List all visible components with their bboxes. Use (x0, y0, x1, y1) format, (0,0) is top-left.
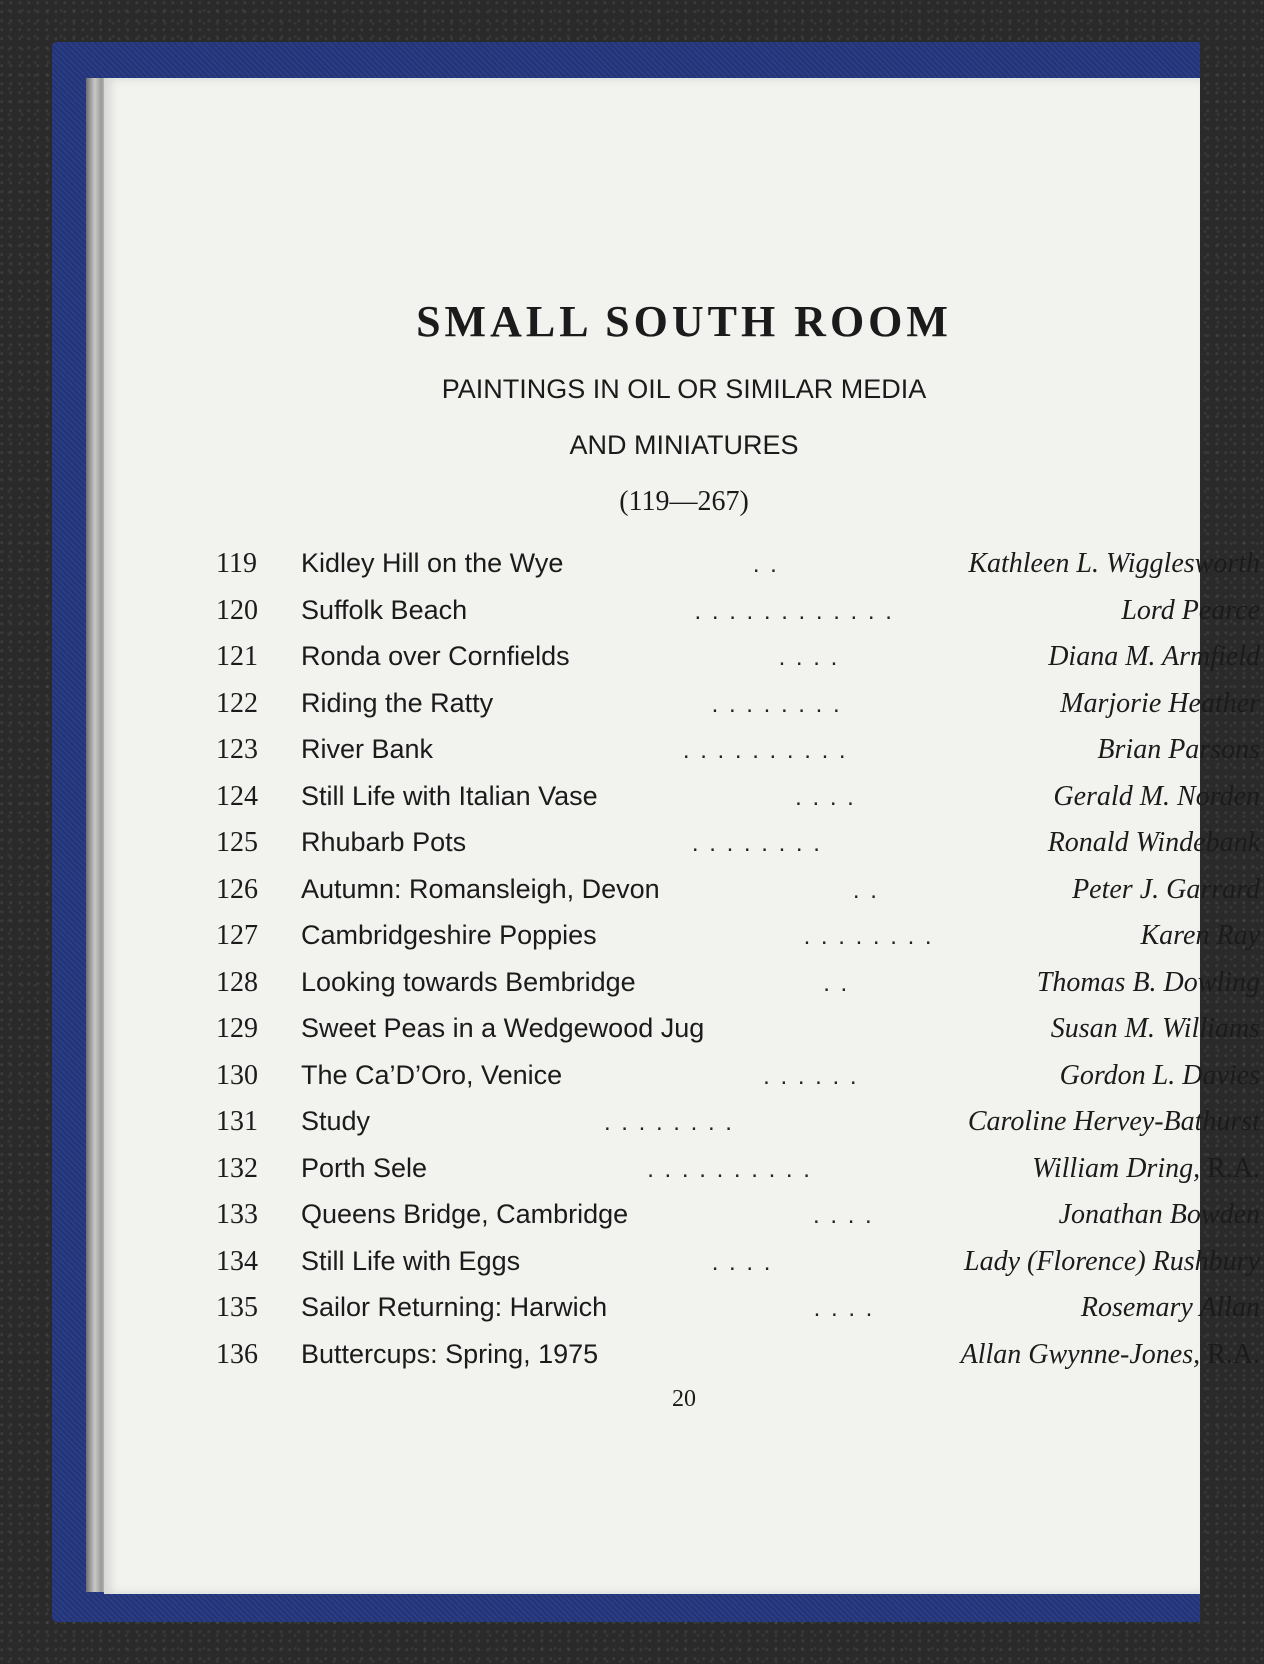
page-number: 20 (672, 1386, 696, 1412)
entry-number: 127 (216, 920, 258, 951)
entry-number: 123 (216, 734, 258, 765)
entry-title: Still Life with Eggs (301, 1245, 521, 1276)
dot-leader: . . . . . . . . . . (682, 737, 848, 764)
entry-number: 134 (216, 1245, 258, 1277)
entry-number: 125 (216, 827, 258, 858)
artist-name: Lady (Florence) Rushbury (964, 1245, 1260, 1277)
catalogue-entry (216, 920, 1260, 967)
artist-name: Kathleen L. Wigglesworth (968, 548, 1260, 579)
entry-artist (1037, 967, 1260, 999)
catalogue-entry (216, 1106, 1260, 1153)
artist-name: Gordon L. Davies (1059, 1059, 1260, 1091)
artist-honours: R.A. (1207, 1338, 1260, 1370)
artist-name: Marjorie Heather (1060, 687, 1260, 719)
entry-title: Sailor Returning: Harwich (301, 1292, 608, 1322)
entry-artist (961, 1339, 1260, 1371)
entry-title: Suffolk Beach (301, 594, 468, 625)
dot-leader: . . . . (795, 783, 856, 811)
entry-number: 131 (216, 1106, 258, 1137)
catalogue-entry (216, 548, 1260, 595)
entry-number: 120 (216, 594, 258, 626)
artist-name: Caroline Hervey-Bathurst (967, 1106, 1260, 1137)
entry-number: 132 (216, 1152, 258, 1184)
entry-title: Ronda over Cornfields (301, 641, 570, 671)
entry-artist (1048, 827, 1260, 859)
catalogue-entry (216, 1013, 1260, 1060)
entry-number: 122 (216, 687, 258, 719)
catalogue-entry (216, 874, 1260, 921)
artist-name: Peter J. Garrard (1072, 873, 1260, 905)
artist-name: Lord Pearce (1121, 594, 1260, 626)
dot-leader: . . (852, 876, 879, 904)
entry-title: River Bank (301, 734, 434, 764)
artist-name: Rosemary Allan (1080, 1292, 1260, 1323)
catalogue-entry (216, 1339, 1260, 1386)
artist-name: Ronald Windebank (1047, 827, 1260, 858)
catalogue-entry (216, 967, 1260, 1014)
catalogue-page (104, 78, 1260, 1594)
catalogue-entry (216, 688, 1260, 735)
entry-artist (1032, 1153, 1260, 1185)
catalogue-entry (216, 641, 1260, 688)
catalogue-entry (216, 781, 1260, 828)
catalogue-entry (216, 1292, 1260, 1339)
artist-name: Diana M. Armfield (1048, 641, 1260, 672)
artist-name: Gerald M. Norden (1053, 780, 1260, 812)
entry-title: Cambridgeshire Poppies (301, 920, 597, 950)
entry-number: 135 (216, 1292, 258, 1323)
entry-artist (968, 1106, 1260, 1138)
entry-title: Queens Bridge, Cambridge (301, 1199, 629, 1229)
entry-number: 136 (216, 1338, 258, 1370)
dot-leader: . . . . . . . . (603, 1109, 734, 1136)
catalogue-list (216, 548, 1260, 1385)
dot-leader: . . . . (711, 1248, 773, 1276)
entry-artist (1060, 1060, 1260, 1092)
dot-leader: . . . . . . . . (711, 690, 842, 718)
artist-name: Brian Parsons (1097, 734, 1260, 765)
entry-title: Porth Sele (301, 1152, 428, 1183)
entry-artist (1141, 920, 1261, 952)
dot-leader: . . . . . . (763, 1062, 859, 1090)
artist-name: Thomas B. Dowling (1036, 966, 1260, 998)
dot-leader: . . . . . . . . (691, 830, 822, 857)
entry-title: Sweet Peas in a Wedgewood Jug (301, 1013, 705, 1043)
entry-title: Still Life with Italian Vase (301, 780, 598, 811)
entry-artist (1051, 1013, 1260, 1045)
catalogue-entry (216, 1153, 1260, 1200)
artist-name: Allan Gwynne-Jones, (960, 1338, 1201, 1370)
artist-name: William Dring, (1032, 1152, 1201, 1184)
catalogue-entry (216, 734, 1260, 781)
entry-number: 126 (216, 873, 258, 905)
entry-number: 133 (216, 1199, 258, 1230)
entry-artist (964, 1246, 1260, 1278)
entry-title: Rhubarb Pots (301, 827, 467, 857)
entry-number: 121 (216, 641, 258, 672)
dot-leader: . . . . . . . . . . . . (694, 597, 894, 625)
dot-leader: . . . . . . . . (803, 923, 934, 950)
dot-leader: . . (752, 551, 779, 578)
entry-number: 119 (216, 548, 257, 579)
dot-leader: . . . . . . . . . . (647, 1155, 812, 1183)
dot-leader: . . . . (813, 1202, 874, 1229)
entry-title: Study (301, 1106, 371, 1136)
artist-name: Karen Ray (1140, 920, 1260, 951)
catalogue-entry (216, 1199, 1260, 1246)
artist-honours: R.A. (1207, 1152, 1260, 1184)
subtitle-line-2: AND MINIATURES (569, 430, 799, 460)
entry-artist (1048, 641, 1260, 673)
entry-number: 129 (216, 1013, 258, 1044)
entry-number: 128 (216, 966, 258, 998)
artist-name: Jonathan Bowden (1058, 1199, 1260, 1230)
entry-number: 130 (216, 1059, 258, 1091)
entry-artist (1072, 874, 1260, 906)
entry-artist (1053, 781, 1260, 813)
entry-artist (1121, 595, 1260, 627)
entry-artist (968, 548, 1260, 580)
catalogue-range: (119—267) (619, 486, 749, 517)
entry-title: Buttercups: Spring, 1975 (301, 1338, 599, 1369)
dot-leader: . . . . (778, 644, 840, 671)
catalogue-entry (216, 595, 1260, 642)
entry-artist (1060, 688, 1260, 720)
catalogue-entry (216, 1246, 1260, 1293)
entry-title: The Ca’D’Oro, Venice (301, 1059, 563, 1090)
entry-title: Riding the Ratty (301, 687, 494, 718)
entry-title: Autumn: Romansleigh, Devon (301, 873, 660, 904)
entry-artist (1097, 734, 1260, 766)
artist-name: Susan M. Williams (1050, 1013, 1260, 1044)
subtitle-line-1: PAINTINGS IN OIL OR SIMILAR MEDIA (441, 374, 927, 404)
dot-leader: . . . . (813, 1295, 875, 1322)
dot-leader: . . (823, 969, 850, 997)
entry-number: 124 (216, 780, 258, 812)
catalogue-entry (216, 1060, 1260, 1107)
entry-title: Looking towards Bembridge (301, 966, 636, 997)
entry-artist (1081, 1292, 1260, 1324)
catalogue-entry (216, 827, 1260, 874)
entry-artist (1059, 1199, 1260, 1231)
entry-title: Kidley Hill on the Wye (301, 548, 564, 578)
page-title: SMALL SOUTH ROOM (416, 297, 952, 346)
